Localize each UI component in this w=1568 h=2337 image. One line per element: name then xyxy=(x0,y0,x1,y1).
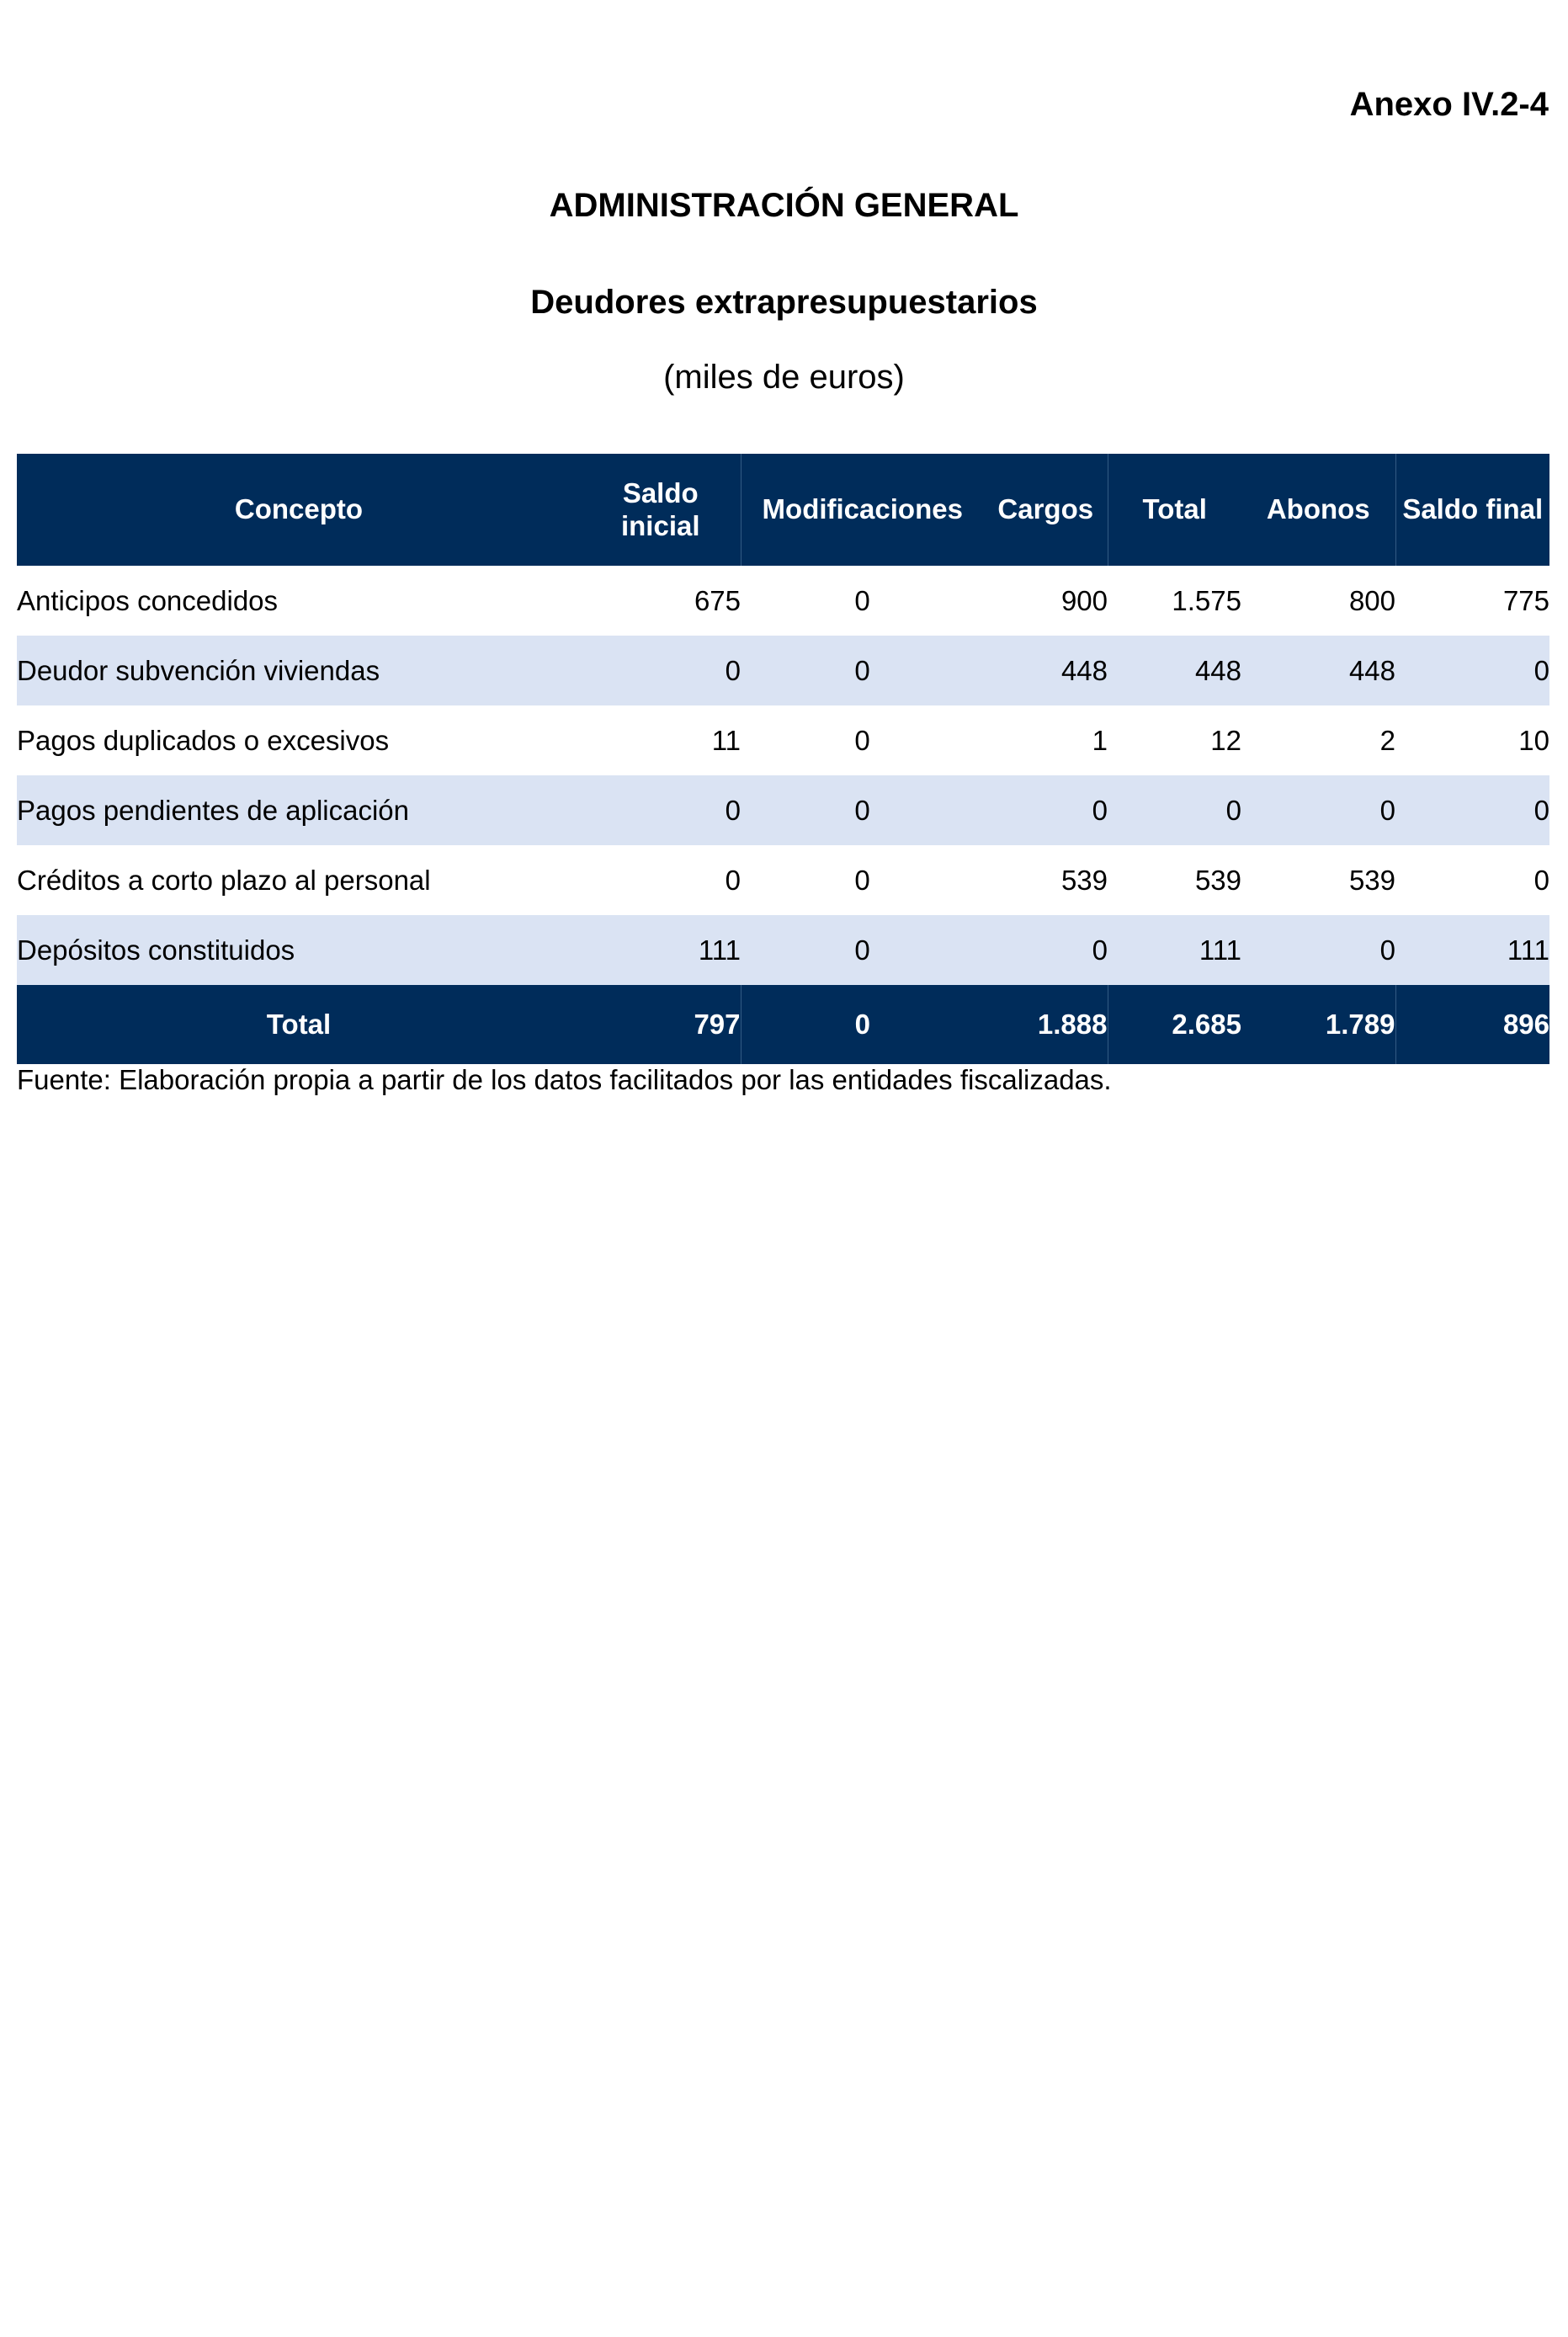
cell-modificaciones: 0 xyxy=(854,584,870,616)
debtors-table xyxy=(17,454,1549,1064)
table-header-row xyxy=(17,454,1549,566)
cell-saldo-inicial: 0 xyxy=(581,636,741,705)
cell-total: 448 xyxy=(1108,636,1241,705)
cell-saldo-final: 111 xyxy=(1395,915,1549,985)
units-note: (miles de euros) xyxy=(663,359,905,396)
cell-modificaciones: 0 xyxy=(854,864,870,896)
cell-total: 111 xyxy=(1108,915,1241,985)
annex-label: Anexo IV.2-4 xyxy=(1349,86,1549,123)
cell-abonos: 0 xyxy=(1241,915,1395,985)
cell-saldo-inicial: 0 xyxy=(581,775,741,845)
cell-saldo-inicial: 111 xyxy=(581,915,741,985)
total-abonos: 1.789 xyxy=(1241,985,1395,1064)
column-header-saldo-inicial: Saldo inicial xyxy=(581,454,741,566)
column-header-modificaciones: Modificaciones xyxy=(741,454,984,566)
cell-abonos: 800 xyxy=(1348,584,1395,616)
cell-total: 539 xyxy=(1194,864,1241,896)
total-saldo-final: 896 xyxy=(1395,985,1549,1064)
cell-cargos: 448 xyxy=(984,636,1108,705)
cell-saldo-inicial: 675 xyxy=(694,584,741,616)
cell-abonos: 0 xyxy=(1241,775,1395,845)
column-header-saldo-final: Saldo final xyxy=(1395,454,1549,566)
column-header-total: Total xyxy=(1108,454,1241,566)
cell-saldo-final: 775 xyxy=(1502,584,1549,616)
table-total-row xyxy=(17,985,1549,1064)
table-row xyxy=(17,915,1549,985)
cell-saldo-final: 0 xyxy=(1395,775,1549,845)
cell-concepto: Pagos pendientes de aplicación xyxy=(17,775,581,845)
cell-saldo-final: 0 xyxy=(1395,636,1549,705)
total-cargos: 1.888 xyxy=(984,985,1108,1064)
cell-cargos: 0 xyxy=(984,915,1108,985)
total-saldo-inicial: 797 xyxy=(581,985,741,1064)
table-row xyxy=(17,705,1549,775)
cell-cargos: 0 xyxy=(984,775,1108,845)
table-row xyxy=(17,845,1549,915)
table-subtitle: Deudores extrapresupuestarios xyxy=(530,284,1038,321)
total-label: Total xyxy=(17,985,581,1064)
cell-total: 12 xyxy=(1210,724,1241,756)
cell-concepto: Deudor subvención viviendas xyxy=(17,636,581,705)
cell-total: 0 xyxy=(1108,775,1241,845)
total-total: 2.685 xyxy=(1108,985,1241,1064)
document-title: ADMINISTRACIÓN GENERAL xyxy=(549,187,1019,224)
cell-modificaciones: 0 xyxy=(854,724,870,756)
cell-saldo-inicial: 11 xyxy=(711,724,741,756)
cell-concepto: Depósitos constituidos xyxy=(17,915,581,985)
cell-total: 1.575 xyxy=(1172,584,1241,616)
cell-cargos: 900 xyxy=(1060,584,1108,616)
cell-concepto: Pagos duplicados o excesivos xyxy=(17,724,390,756)
total-modificaciones: 0 xyxy=(741,985,984,1064)
column-header-abonos: Abonos xyxy=(1241,454,1395,566)
cell-modificaciones: 0 xyxy=(741,636,984,705)
cell-cargos: 539 xyxy=(1060,864,1108,896)
cell-modificaciones: 0 xyxy=(741,775,984,845)
column-header-concepto: Concepto xyxy=(17,454,581,566)
cell-modificaciones: 0 xyxy=(741,915,984,985)
column-header-cargos: Cargos xyxy=(984,454,1108,566)
source-note: Fuente: Elaboración propia a partir de los datos facilitados por las entidades fiscalizadas. xyxy=(17,1064,1112,1095)
table-row xyxy=(17,636,1549,705)
cell-saldo-final: 0 xyxy=(1533,864,1549,896)
cell-cargos: 1 xyxy=(1092,724,1108,756)
cell-concepto: Créditos a corto plazo al personal xyxy=(17,864,431,896)
table-row xyxy=(17,775,1549,845)
cell-concepto: Anticipos concedidos xyxy=(17,584,279,616)
cell-abonos: 539 xyxy=(1348,864,1395,896)
cell-abonos: 2 xyxy=(1379,724,1395,756)
table-row xyxy=(17,566,1549,636)
cell-abonos: 448 xyxy=(1241,636,1395,705)
cell-saldo-inicial: 0 xyxy=(725,864,741,896)
cell-saldo-final: 10 xyxy=(1518,724,1549,756)
